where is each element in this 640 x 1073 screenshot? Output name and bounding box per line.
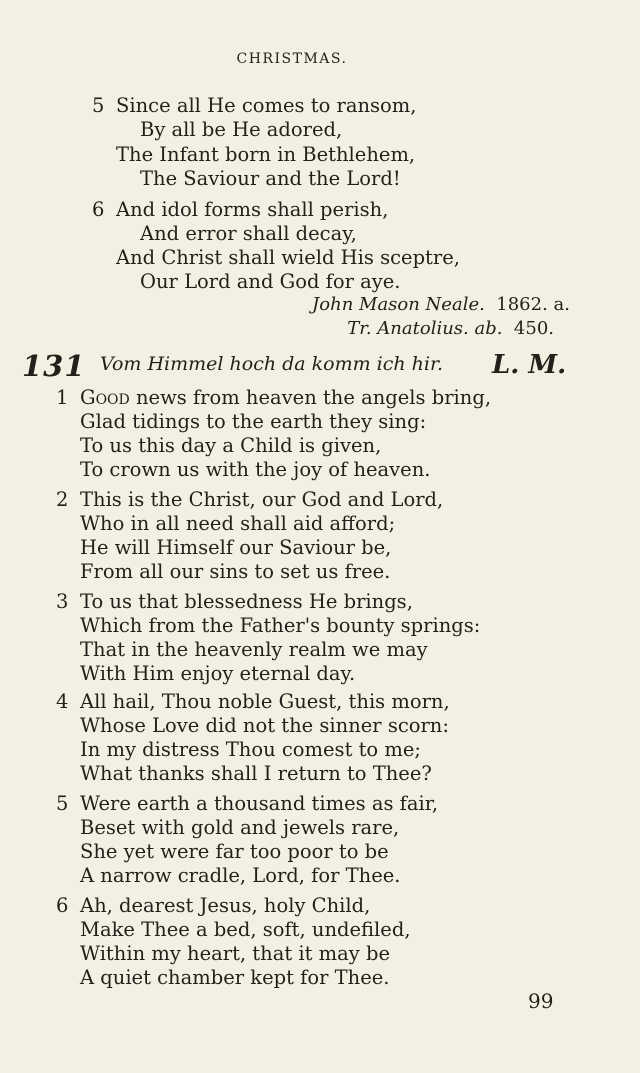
verse-line: Glad tidings to the earth they sing: [80,410,427,433]
verse-line: Ah, dearest Jesus, holy Child, [80,894,371,917]
verse-line: To us this day a Child is given, [80,434,382,457]
verse-line: Which from the Father's bounty springs: [80,614,481,637]
verse-line: Within my heart, that it may be [80,942,390,965]
verse-line: He will Himself our Saviour be, [80,536,392,559]
attribution-line [312,293,570,317]
stanza-number: 1 [56,386,69,409]
verse-line: Beset with gold and jewels rare, [80,816,400,839]
verse-line: And idol forms shall perish, [116,198,389,221]
verse-line: Make Thee a bed, soft, undefiled, [80,918,411,941]
author-name: John Mason Neale. [312,294,485,315]
verse-text: news from heaven the angels bring, [135,386,492,409]
verse-line: The Infant born in Bethlehem, [116,143,416,166]
tune-name: Vom Himmel hoch da komm ich hir. [100,353,444,375]
hymn-number: 131 [22,349,86,383]
verse-line: By all be He adored, [140,118,343,141]
stanza-number: 2 [56,488,69,511]
stanza-number: 4 [56,690,69,713]
verse-line: Whose Love did not the sinner scorn: [80,714,449,737]
verse-line: She yet were far too poor to be [80,840,389,863]
verse-line: A narrow cradle, Lord, for Thee. [80,864,401,887]
verse-line: All hail, Thou noble Guest, this morn, [80,690,450,713]
verse-line: To crown us with the joy of heaven. [80,458,431,481]
verse-line [80,386,491,410]
attribution-line [347,317,554,341]
author-name: Tr. Anatolius. ab. [347,318,503,339]
stanza-number: 3 [56,590,69,613]
running-head: CHRISTMAS. [236,51,348,67]
first-word: Good [80,386,130,409]
verse-line: And error shall decay, [140,222,357,245]
stanza-number: 6 [92,198,105,221]
verse-line: From all our sins to set us free. [80,560,391,583]
stanza-number: 5 [56,792,69,815]
verse-line: In my distress Thou comest to me; [80,738,421,761]
page-number: 99 [528,989,554,1013]
verse-line: Since all He comes to ransom, [116,94,417,117]
verse-line: A quiet chamber kept for Thee. [80,966,390,989]
verse-line: With Him enjoy eternal day. [80,662,356,685]
verse-line: Were earth a thousand times as fair, [80,792,439,815]
stanza-number: 6 [56,894,69,917]
stanza-number: 5 [92,94,105,117]
hymn-meter: L. M. [492,350,567,380]
author-date: 450. [513,318,554,339]
verse-line: This is the Christ, our God and Lord, [80,488,444,511]
verse-line: That in the heavenly realm we may [80,638,428,661]
verse-line: Our Lord and God for aye. [140,270,401,293]
verse-line: The Saviour and the Lord! [140,167,401,190]
verse-line: What thanks shall I return to Thee? [80,762,432,785]
verse-line: Who in all need shall aid afford; [80,512,396,535]
verse-line: And Christ shall wield His sceptre, [116,246,460,269]
verse-line: To us that blessedness He brings, [80,590,413,613]
author-date: 1862. a. [496,294,570,315]
